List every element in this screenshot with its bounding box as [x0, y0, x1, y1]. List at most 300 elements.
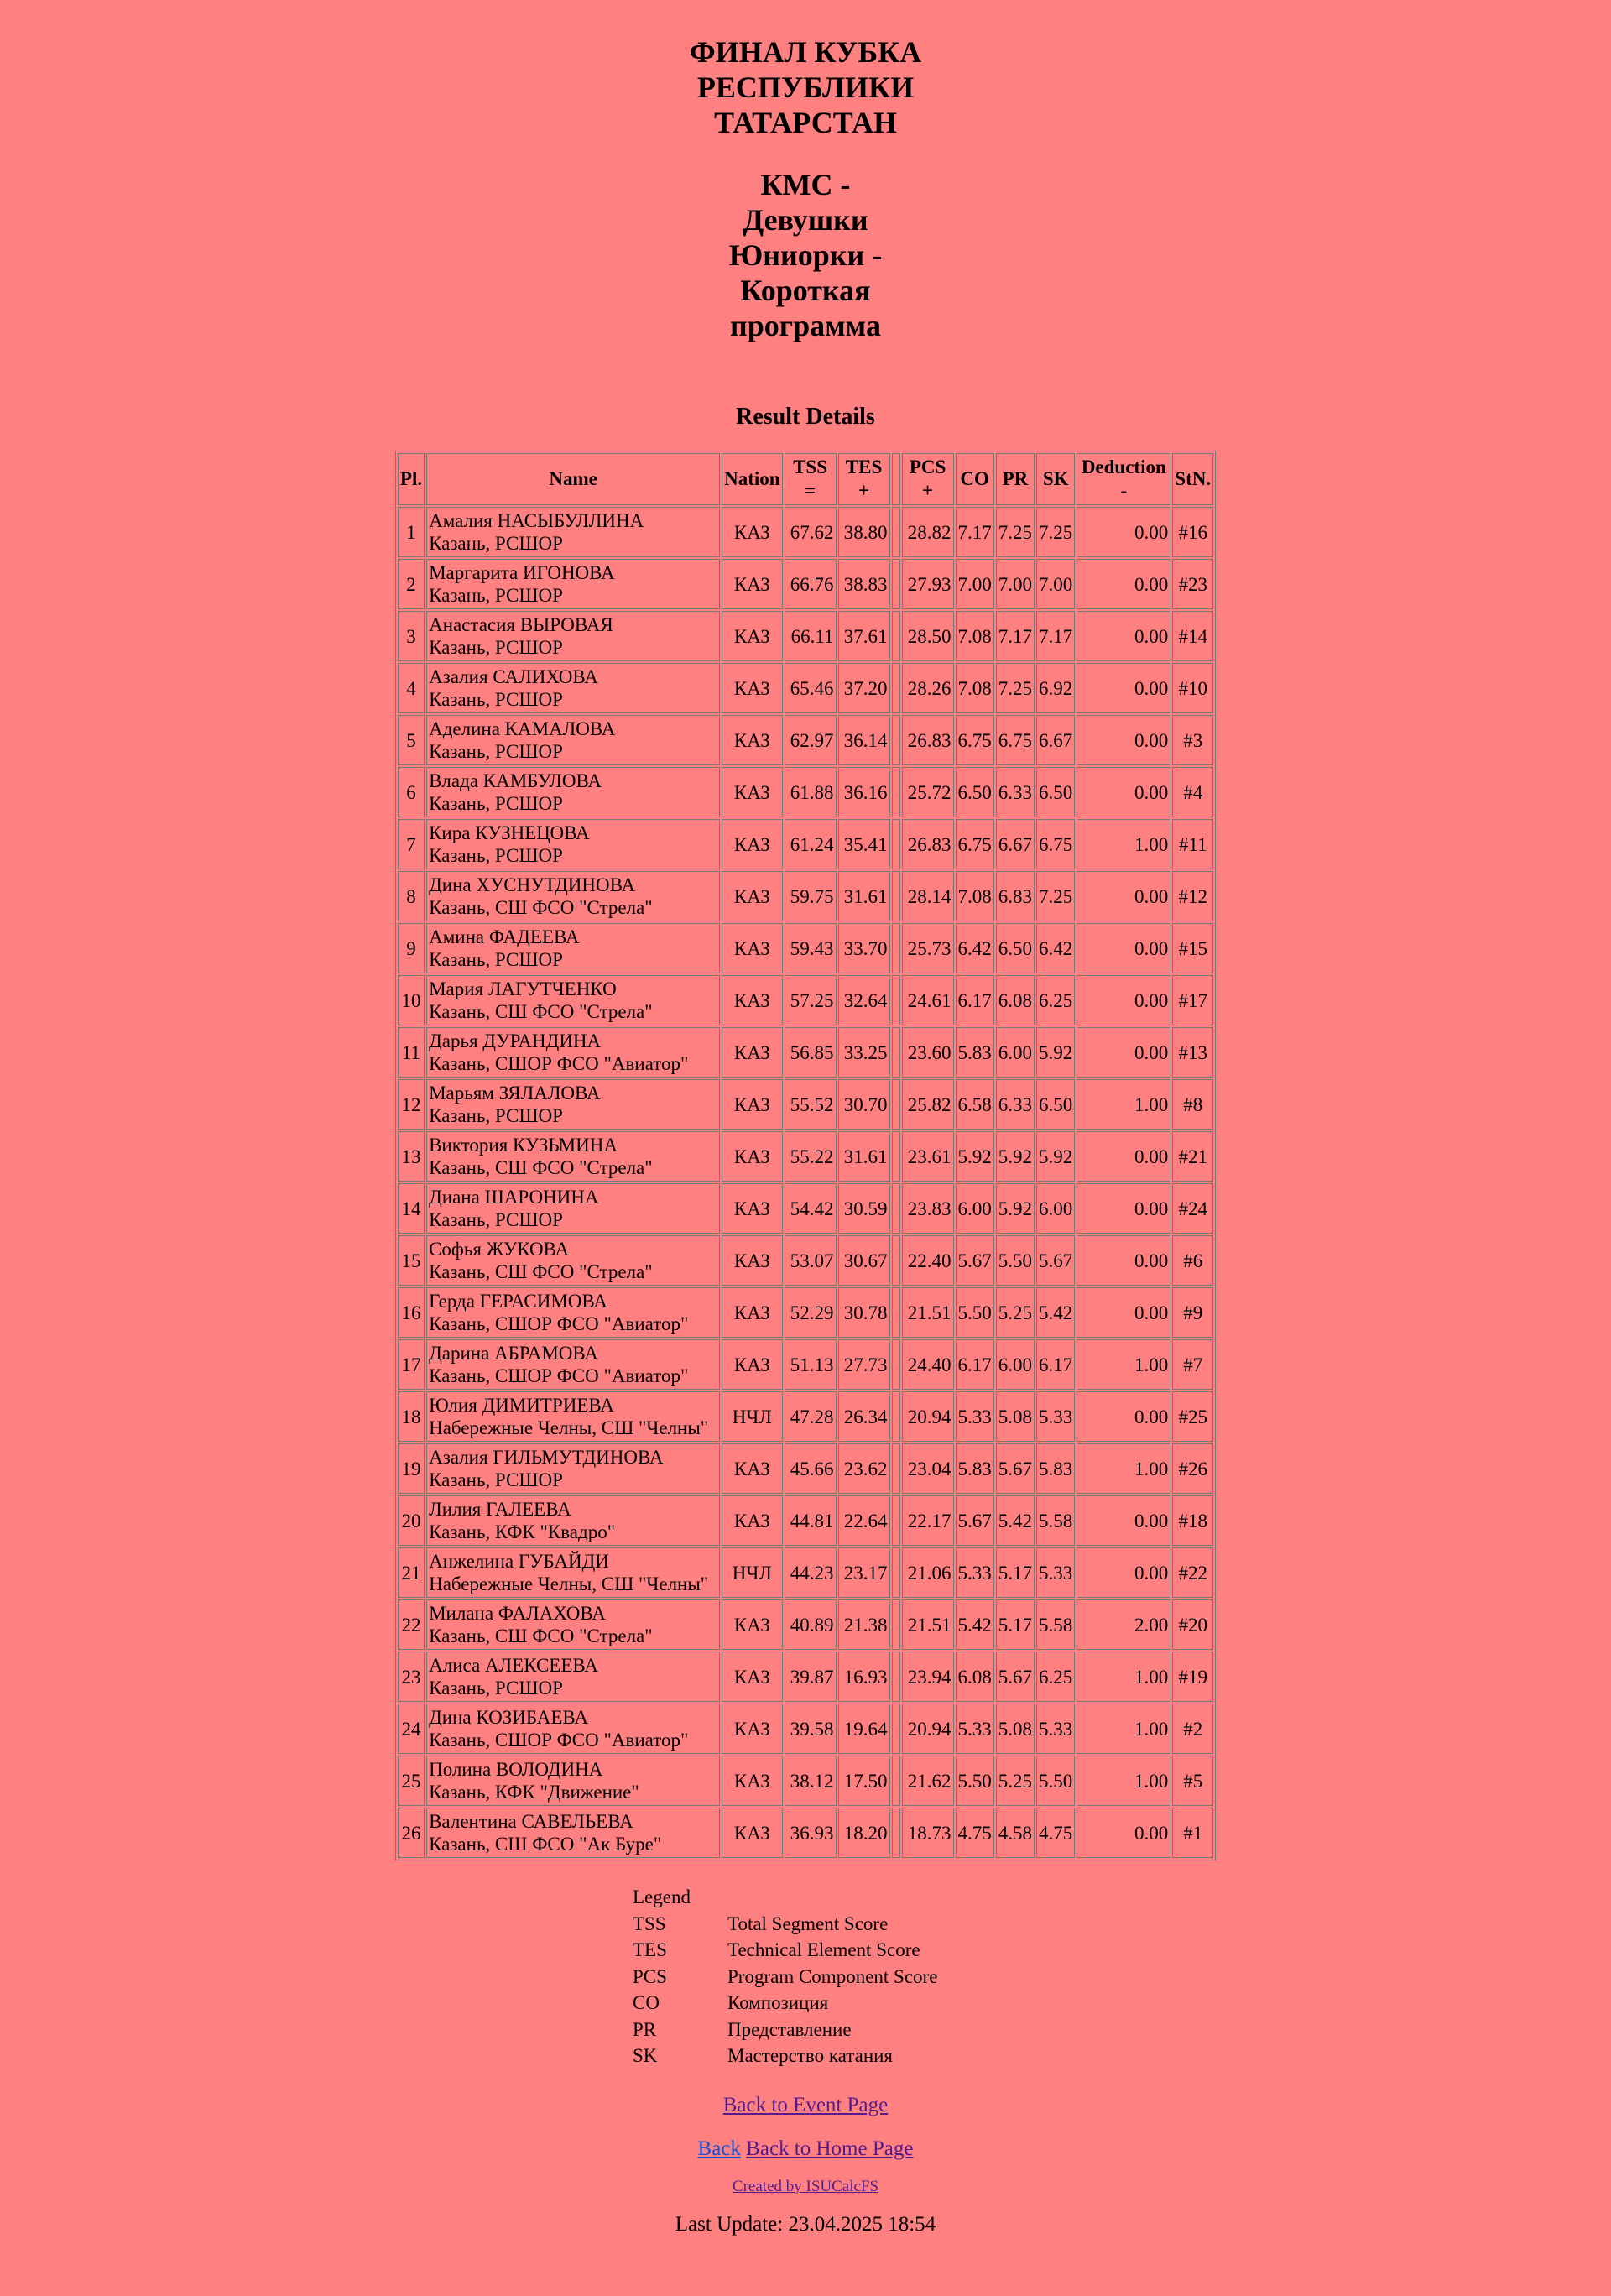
cell-name	[426, 1704, 720, 1754]
cell-tes: 30.78	[838, 1287, 890, 1338]
cell-pr: 7.25	[996, 663, 1035, 713]
skater-club: Набережные Челны, СШ "Челны"	[429, 1573, 709, 1594]
skater-name: Полина ВОЛОДИНА	[429, 1759, 603, 1780]
cell-pcs: 25.73	[902, 923, 954, 973]
cell-tss: 38.12	[785, 1756, 837, 1806]
cell-sk: 5.33	[1036, 1704, 1075, 1754]
cell-tes: 19.64	[838, 1704, 890, 1754]
cell-start-number: #8	[1172, 1079, 1213, 1130]
event-page-link-row	[0, 2094, 1611, 2117]
cell-deduction: 0.00	[1077, 663, 1170, 713]
legend-item	[633, 1990, 1611, 2017]
cell-pr: 6.00	[996, 1339, 1035, 1390]
table-row	[398, 1079, 1213, 1130]
cell-start-number: #7	[1172, 1339, 1213, 1390]
skater-club: Казань, СШОР ФСО "Авиатор"	[429, 1730, 689, 1751]
cell-sk: 6.50	[1036, 1079, 1075, 1130]
table-row	[398, 1027, 1213, 1078]
cell-tes: 17.50	[838, 1756, 890, 1806]
header-stn: StN.	[1172, 453, 1213, 505]
cell-nation: КАЗ	[722, 1027, 782, 1078]
skater-name: Влада КАМБУЛОВА	[429, 770, 602, 791]
cell-tss: 45.66	[785, 1443, 837, 1494]
cell-pr: 6.08	[996, 975, 1035, 1025]
skater-club: Казань, РСШОР	[429, 845, 563, 866]
cell-co: 6.00	[956, 1183, 994, 1234]
cell-start-number: #21	[1172, 1131, 1213, 1182]
cell-spacer	[892, 1235, 900, 1286]
cell-deduction: 0.00	[1077, 1287, 1170, 1338]
cell-place: 9	[398, 923, 425, 973]
cell-nation: КАЗ	[722, 1652, 782, 1702]
cell-name	[426, 871, 720, 921]
back-to-home-page-link[interactable]: Back to Home Page	[746, 2137, 914, 2160]
cell-pcs: 23.61	[902, 1131, 954, 1182]
skater-club: Казань, СШОР ФСО "Авиатор"	[429, 1365, 689, 1386]
cell-place: 1	[398, 507, 425, 557]
cell-spacer	[892, 1599, 900, 1650]
cell-co: 6.75	[956, 715, 994, 765]
cell-tss: 59.43	[785, 923, 837, 973]
cell-sk: 5.50	[1036, 1756, 1075, 1806]
cell-start-number: #3	[1172, 715, 1213, 765]
skater-club: Казань, КФК "Движение"	[429, 1782, 639, 1803]
cell-name	[426, 1079, 720, 1130]
cell-pcs: 23.83	[902, 1183, 954, 1234]
legend-item	[633, 1911, 1611, 1938]
cell-pcs: 21.06	[902, 1547, 954, 1598]
cell-deduction: 0.00	[1077, 1131, 1170, 1182]
cell-tes: 36.16	[838, 767, 890, 817]
cell-co: 5.67	[956, 1235, 994, 1286]
cell-name	[426, 1756, 720, 1806]
home-links-row	[0, 2137, 1611, 2161]
table-row	[398, 871, 1213, 921]
cell-name	[426, 715, 720, 765]
cell-spacer	[892, 1131, 900, 1182]
skater-name: Лилия ГАЛЕЕВА	[429, 1499, 571, 1520]
cell-place: 13	[398, 1131, 425, 1182]
cell-place: 24	[398, 1704, 425, 1754]
cell-tes: 22.64	[838, 1495, 890, 1546]
skater-club: Казань, РСШОР	[429, 793, 563, 814]
cell-pcs: 28.14	[902, 871, 954, 921]
cell-name	[426, 1599, 720, 1650]
cell-nation: КАЗ	[722, 663, 782, 713]
table-row	[398, 611, 1213, 661]
cell-pr: 5.25	[996, 1756, 1035, 1806]
cell-start-number: #10	[1172, 663, 1213, 713]
cell-pr: 6.75	[996, 715, 1035, 765]
cell-tes: 38.80	[838, 507, 890, 557]
skater-name: Юлия ДИМИТРИЕВА	[429, 1395, 614, 1416]
skater-club: Казань, РСШОР	[429, 741, 563, 762]
cell-pr: 6.67	[996, 819, 1035, 869]
cell-sk: 5.42	[1036, 1287, 1075, 1338]
cell-sk: 7.00	[1036, 559, 1075, 609]
cell-tss: 47.28	[785, 1391, 837, 1442]
cell-tes: 26.34	[838, 1391, 890, 1442]
cell-tss: 61.24	[785, 819, 837, 869]
cell-start-number: #6	[1172, 1235, 1213, 1286]
cell-pcs: 25.82	[902, 1079, 954, 1130]
cell-tss: 54.42	[785, 1183, 837, 1234]
cell-co: 6.50	[956, 767, 994, 817]
cell-tss: 66.76	[785, 559, 837, 609]
cell-nation: КАЗ	[722, 923, 782, 973]
cell-start-number: #25	[1172, 1391, 1213, 1442]
table-row	[398, 1756, 1213, 1806]
cell-deduction: 1.00	[1077, 1079, 1170, 1130]
skater-name: Кира КУЗНЕЦОВА	[429, 822, 590, 843]
cell-place: 18	[398, 1391, 425, 1442]
back-link[interactable]: Back	[697, 2137, 741, 2160]
cell-name	[426, 1547, 720, 1598]
skater-name: Герда ГЕРАСИМОВА	[429, 1291, 607, 1312]
cell-tss: 67.62	[785, 507, 837, 557]
cell-pr: 5.08	[996, 1391, 1035, 1442]
cell-deduction: 0.00	[1077, 1495, 1170, 1546]
skater-club: Казань, СШОР ФСО "Авиатор"	[429, 1053, 689, 1074]
cell-spacer	[892, 1652, 900, 1702]
legend-desc: Technical Element Score	[727, 1939, 920, 1960]
cell-deduction: 0.00	[1077, 1183, 1170, 1234]
legend-desc: Мастерство катания	[727, 2045, 894, 2066]
skater-name: Марьям ЗЯЛАЛОВА	[429, 1083, 601, 1104]
cell-co: 5.50	[956, 1287, 994, 1338]
header-pl: Pl.	[398, 453, 425, 505]
cell-spacer	[892, 559, 900, 609]
cell-pcs: 28.26	[902, 663, 954, 713]
table-row	[398, 1808, 1213, 1858]
skater-name: Алиса АЛЕКСЕЕВА	[429, 1655, 598, 1676]
cell-tss: 51.13	[785, 1339, 837, 1390]
cell-nation: НЧЛ	[722, 1547, 782, 1598]
cell-co: 6.75	[956, 819, 994, 869]
cell-co: 7.08	[956, 871, 994, 921]
cell-spacer	[892, 1287, 900, 1338]
cell-start-number: #5	[1172, 1756, 1213, 1806]
cell-start-number: #14	[1172, 611, 1213, 661]
cell-spacer	[892, 819, 900, 869]
created-by-link[interactable]: Created by ISUCalcFS	[732, 2177, 879, 2195]
cell-co: 7.00	[956, 559, 994, 609]
cell-pr: 5.92	[996, 1183, 1035, 1234]
table-row	[398, 1652, 1213, 1702]
cell-nation: КАЗ	[722, 1808, 782, 1858]
cell-tss: 44.81	[785, 1495, 837, 1546]
cell-tss: 53.07	[785, 1235, 837, 1286]
cell-spacer	[892, 871, 900, 921]
cell-place: 5	[398, 715, 425, 765]
cell-co: 6.17	[956, 975, 994, 1025]
skater-name: Анастасия ВЫРОВАЯ	[429, 614, 613, 635]
cell-name	[426, 1235, 720, 1286]
cell-pcs: 26.83	[902, 819, 954, 869]
cell-pr: 7.25	[996, 507, 1035, 557]
cell-start-number: #17	[1172, 975, 1213, 1025]
result-details-heading: Result Details	[736, 404, 875, 430]
cell-tes: 30.59	[838, 1183, 890, 1234]
header-co: CO	[956, 453, 994, 505]
skater-club: Казань, РСШОР	[429, 949, 563, 970]
cell-tes: 27.73	[838, 1339, 890, 1390]
cell-pr: 5.42	[996, 1495, 1035, 1546]
cell-sk: 5.92	[1036, 1027, 1075, 1078]
cell-pcs: 22.40	[902, 1235, 954, 1286]
cell-name	[426, 1027, 720, 1078]
cell-start-number: #26	[1172, 1443, 1213, 1494]
cell-place: 23	[398, 1652, 425, 1702]
legend-abbr: TSS	[633, 1912, 666, 1934]
cell-spacer	[892, 1443, 900, 1494]
table-row	[398, 1704, 1213, 1754]
cell-sk: 6.42	[1036, 923, 1075, 973]
cell-pcs: 28.82	[902, 507, 954, 557]
cell-tss: 39.87	[785, 1652, 837, 1702]
legend-item	[633, 1964, 1611, 1991]
skater-name: Диана ШАРОНИНА	[429, 1187, 599, 1208]
cell-deduction: 0.00	[1077, 871, 1170, 921]
results-table	[395, 451, 1216, 1860]
cell-tss: 59.75	[785, 871, 837, 921]
cell-deduction: 1.00	[1077, 1443, 1170, 1494]
skater-name: Дина ХУСНУТДИНОВА	[429, 874, 636, 895]
category-title: КМС - Девушки Юниорки - Короткая программа	[728, 168, 883, 342]
results-body	[398, 507, 1213, 1858]
cell-tes: 21.38	[838, 1599, 890, 1650]
cell-tes: 38.83	[838, 559, 890, 609]
table-row	[398, 663, 1213, 713]
cell-place: 16	[398, 1287, 425, 1338]
cell-co: 5.83	[956, 1443, 994, 1494]
header-nation: Nation	[722, 453, 782, 505]
cell-place: 25	[398, 1756, 425, 1806]
cell-place: 10	[398, 975, 425, 1025]
legend-abbr: PR	[633, 2018, 657, 2040]
skater-club: Казань, КФК "Квадро"	[429, 1521, 616, 1542]
cell-nation: КАЗ	[722, 611, 782, 661]
skater-club: Казань, РСШОР	[429, 585, 563, 606]
skater-name: Маргарита ИГОНОВА	[429, 562, 615, 583]
cell-nation: КАЗ	[722, 507, 782, 557]
cell-pr: 6.50	[996, 923, 1035, 973]
cell-place: 4	[398, 663, 425, 713]
table-row	[398, 975, 1213, 1025]
cell-place: 26	[398, 1808, 425, 1858]
cell-pcs: 21.62	[902, 1756, 954, 1806]
cell-nation: КАЗ	[722, 1599, 782, 1650]
cell-deduction: 2.00	[1077, 1599, 1170, 1650]
cell-spacer	[892, 923, 900, 973]
cell-spacer	[892, 611, 900, 661]
cell-deduction: 1.00	[1077, 819, 1170, 869]
cell-pr: 6.00	[996, 1027, 1035, 1078]
cell-start-number: #4	[1172, 767, 1213, 817]
cell-co: 5.92	[956, 1131, 994, 1182]
cell-sk: 5.67	[1036, 1235, 1075, 1286]
cell-spacer	[892, 1495, 900, 1546]
cell-start-number: #20	[1172, 1599, 1213, 1650]
cell-tes: 36.14	[838, 715, 890, 765]
skater-name: Дина КОЗИБАЕВА	[429, 1707, 588, 1728]
cell-pr: 5.08	[996, 1704, 1035, 1754]
cell-tss: 62.97	[785, 715, 837, 765]
cell-spacer	[892, 975, 900, 1025]
cell-pr: 6.33	[996, 767, 1035, 817]
cell-nation: КАЗ	[722, 871, 782, 921]
legend	[633, 1884, 1611, 2069]
cell-tss: 40.89	[785, 1599, 837, 1650]
cell-nation: КАЗ	[722, 1183, 782, 1234]
cell-spacer	[892, 663, 900, 713]
cell-deduction: 1.00	[1077, 1704, 1170, 1754]
cell-sk: 6.00	[1036, 1183, 1075, 1234]
cell-deduction: 0.00	[1077, 559, 1170, 609]
cell-nation: КАЗ	[722, 1079, 782, 1130]
cell-tss: 65.46	[785, 663, 837, 713]
skater-club: Казань, РСШОР	[429, 533, 563, 554]
cell-sk: 6.25	[1036, 1652, 1075, 1702]
back-to-event-page-link[interactable]: Back to Event Page	[722, 2093, 889, 2116]
legend-item	[633, 2043, 1611, 2069]
cell-sk: 6.75	[1036, 819, 1075, 869]
cell-sk: 6.50	[1036, 767, 1075, 817]
cell-tes: 16.93	[838, 1652, 890, 1702]
cell-name	[426, 1808, 720, 1858]
skater-name: Милана ФАЛАХОВА	[429, 1603, 606, 1624]
cell-place: 8	[398, 871, 425, 921]
cell-pcs: 27.93	[902, 559, 954, 609]
cell-tes: 30.67	[838, 1235, 890, 1286]
cell-place: 17	[398, 1339, 425, 1390]
skater-club: Казань, РСШОР	[429, 1105, 563, 1126]
cell-start-number: #24	[1172, 1183, 1213, 1234]
cell-spacer	[892, 1079, 900, 1130]
cell-spacer	[892, 1547, 900, 1598]
cell-pcs: 20.94	[902, 1704, 954, 1754]
cell-place: 2	[398, 559, 425, 609]
cell-spacer	[892, 1391, 900, 1442]
cell-co: 5.33	[956, 1391, 994, 1442]
cell-deduction: 0.00	[1077, 1391, 1170, 1442]
table-row	[398, 559, 1213, 609]
header-deduction: Deduction -	[1077, 453, 1170, 505]
cell-place: 12	[398, 1079, 425, 1130]
skater-name: Валентина САВЕЛЬЕВА	[429, 1811, 633, 1832]
cell-pr: 5.25	[996, 1287, 1035, 1338]
cell-nation: КАЗ	[722, 1756, 782, 1806]
cell-nation: КАЗ	[722, 975, 782, 1025]
legend-desc: Total Segment Score	[727, 1912, 889, 1934]
cell-sk: 4.75	[1036, 1808, 1075, 1858]
skater-club: Казань, СШ ФСО "Стрела"	[429, 1625, 653, 1646]
legend-abbr: TES	[633, 1939, 667, 1960]
legend-item	[633, 2017, 1611, 2043]
skater-club: Казань, СШОР ФСО "Авиатор"	[429, 1313, 689, 1334]
cell-tes: 37.61	[838, 611, 890, 661]
header-pcs: PCS +	[902, 453, 954, 505]
cell-tss: 52.29	[785, 1287, 837, 1338]
cell-nation: КАЗ	[722, 1495, 782, 1546]
cell-pr: 5.92	[996, 1131, 1035, 1182]
cell-pcs: 21.51	[902, 1599, 954, 1650]
cell-name	[426, 1131, 720, 1182]
cell-deduction: 0.00	[1077, 975, 1170, 1025]
cell-deduction: 0.00	[1077, 611, 1170, 661]
cell-pr: 5.50	[996, 1235, 1035, 1286]
skater-club: Казань, СШ ФСО "Стрела"	[429, 1157, 653, 1178]
cell-co: 7.17	[956, 507, 994, 557]
cell-tes: 30.70	[838, 1079, 890, 1130]
cell-pcs: 24.40	[902, 1339, 954, 1390]
cell-nation: НЧЛ	[722, 1391, 782, 1442]
legend-items	[633, 1911, 1611, 2069]
cell-nation: КАЗ	[722, 1287, 782, 1338]
header-tss: TSS =	[785, 453, 837, 505]
cell-tes: 23.62	[838, 1443, 890, 1494]
legend-abbr: PCS	[633, 1965, 667, 1987]
cell-sk: 5.58	[1036, 1599, 1075, 1650]
cell-name	[426, 975, 720, 1025]
table-row	[398, 1339, 1213, 1390]
skater-club: Казань, РСШОР	[429, 1209, 563, 1230]
cell-start-number: #19	[1172, 1652, 1213, 1702]
skater-club: Казань, РСШОР	[429, 689, 563, 710]
cell-sk: 7.25	[1036, 507, 1075, 557]
skater-name: Софья ЖУКОВА	[429, 1239, 570, 1260]
header-pr: PR	[996, 453, 1035, 505]
table-row	[398, 1287, 1213, 1338]
cell-tes: 18.20	[838, 1808, 890, 1858]
legend-item	[633, 1937, 1611, 1964]
cell-pcs: 26.83	[902, 715, 954, 765]
cell-deduction: 0.00	[1077, 1547, 1170, 1598]
cell-pr: 5.67	[996, 1443, 1035, 1494]
header-tes: TES +	[838, 453, 890, 505]
created-by-row	[0, 2178, 1611, 2196]
cell-co: 7.08	[956, 611, 994, 661]
skater-club: Казань, СШ ФСО "Стрела"	[429, 897, 653, 918]
cell-sk: 6.17	[1036, 1339, 1075, 1390]
table-row	[398, 1547, 1213, 1598]
cell-place: 7	[398, 819, 425, 869]
event-title: ФИНАЛ КУБКА РЕСПУБЛИКИ ТАТАРСТАН	[689, 35, 922, 139]
table-row	[398, 1391, 1213, 1442]
header-name: Name	[426, 453, 720, 505]
cell-nation: КАЗ	[722, 819, 782, 869]
table-row	[398, 1235, 1213, 1286]
skater-club: Набережные Челны, СШ "Челны"	[429, 1417, 709, 1438]
cell-sk: 5.33	[1036, 1547, 1075, 1598]
cell-name	[426, 1495, 720, 1546]
cell-nation: КАЗ	[722, 715, 782, 765]
cell-pcs: 23.60	[902, 1027, 954, 1078]
cell-place: 11	[398, 1027, 425, 1078]
cell-co: 5.50	[956, 1756, 994, 1806]
cell-tes: 33.70	[838, 923, 890, 973]
cell-name	[426, 1391, 720, 1442]
cell-name	[426, 923, 720, 973]
cell-deduction: 0.00	[1077, 1235, 1170, 1286]
skater-club: Казань, СШ ФСО "Стрела"	[429, 1001, 653, 1022]
cell-start-number: #13	[1172, 1027, 1213, 1078]
skater-name: Дарья ДУРАНДИНА	[429, 1031, 602, 1051]
cell-spacer	[892, 715, 900, 765]
cell-pcs: 25.72	[902, 767, 954, 817]
cell-sk: 6.67	[1036, 715, 1075, 765]
cell-tes: 37.20	[838, 663, 890, 713]
